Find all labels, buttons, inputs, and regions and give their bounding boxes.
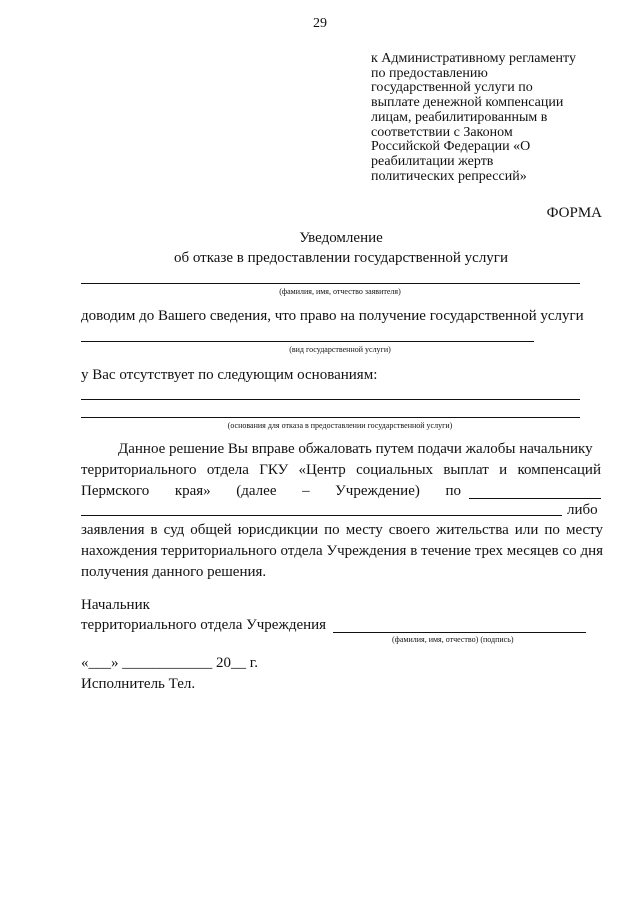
signatory-position-line-2: территориального отдела Учреждения [81, 617, 327, 633]
signature-field[interactable] [333, 632, 586, 633]
date-line[interactable]: «___» ____________ 20__ г. [81, 655, 258, 671]
annex-line: лицам, реабилитированным в [371, 109, 548, 125]
absent-line: у Вас отсутствует по следующим основаниям: [81, 367, 378, 383]
annex-line: реабилитации жертв [371, 153, 494, 169]
appeal-recipient-field-cont[interactable] [81, 515, 562, 516]
annex-line: к Административному регламенту [371, 51, 576, 66]
annex-line: выплате денежной компенсации [371, 95, 564, 111]
appeal-word: по [445, 483, 461, 499]
appeal-rest: заявления в суд общей юрисдикции по месту своего жительства или по месту нахождения территориального отдела Учреждения в течение трех месяцев со дня получения данного решения. [81, 522, 603, 580]
signatory-position-line-1: Начальник [81, 597, 150, 613]
form-label: ФОРМА [546, 205, 602, 221]
reasons-caption: (основания для отказа в предоставлении государственной услуги) [227, 421, 453, 430]
annex-line: государственной услуги по [371, 80, 533, 96]
appeal-word: – [302, 483, 310, 499]
appeal-line-2: территориального отдела ГКУ «Центр социальных выплат и компенсаций [81, 462, 601, 478]
service-caption: (вид государственной услуги) [289, 345, 391, 354]
applicant-caption: (фамилия, имя, отчество заявителя) [279, 287, 401, 296]
reasons-field-1[interactable] [81, 399, 580, 400]
appeal-recipient-field[interactable] [469, 498, 601, 499]
appeal-line-1: Данное решение Вы вправе обжаловать путем подачи жалобы начальнику [118, 441, 593, 457]
either-word: либо [567, 502, 598, 518]
service-type-field[interactable] [81, 341, 534, 342]
appeal-word: (далее [236, 483, 277, 499]
applicant-name-field[interactable] [81, 283, 580, 284]
signature-caption: (фамилия, имя, отчество) (подпись) [392, 635, 514, 644]
document-subtitle: об отказе в предоставлении государственной услуги [173, 250, 508, 266]
page-number: 29 [313, 16, 327, 31]
document-title: Уведомление [299, 230, 383, 246]
executor-line: Исполнитель Тел. [81, 676, 196, 692]
annex-line: Российской Федерации «О [371, 139, 531, 155]
annex-line: по предоставлению [371, 65, 488, 81]
appeal-line-3 [81, 483, 461, 500]
appeal-word: края» [174, 483, 211, 499]
reasons-field-2[interactable] [81, 417, 580, 418]
appeal-word: Пермского [81, 483, 150, 499]
informing-line: доводим до Вашего сведения, что право на получение государственной услуги [81, 308, 584, 324]
annex-line: политических репрессий» [371, 168, 527, 184]
annex-line: соответствии с Законом [371, 124, 513, 140]
appeal-word: Учреждение) [335, 483, 420, 499]
annex-block [371, 52, 611, 184]
